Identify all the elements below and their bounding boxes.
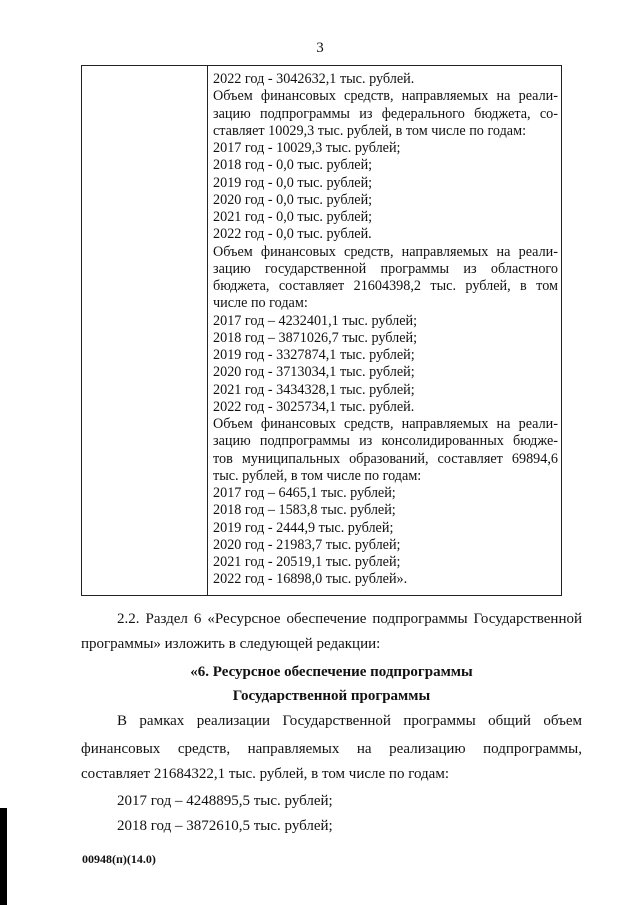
- year-2018-line: 2018 год – 3872610,5 тыс. рублей;: [117, 818, 333, 834]
- section-2-2-line-1: [81, 611, 582, 628]
- table-cell-line: 2021 год - 3434328,1 тыс. рублей;: [213, 381, 415, 398]
- table-cell-line: зацию подпрограммы из консолидированных бюдже-: [213, 433, 558, 450]
- paragraph-line-2: финансовых средств, направляемых на реализацию подпрограммы,: [81, 741, 582, 757]
- table-cell-line: 2020 год - 21983,7 тыс. рублей;: [213, 536, 401, 553]
- year-2017-line: 2017 год – 4248895,5 тыс. рублей;: [117, 793, 333, 809]
- paragraph-line-1: В рамках реализации Государственной программы общий объем: [117, 713, 582, 729]
- table-cell-line: 2017 год - 10029,3 тыс. рублей;: [213, 140, 401, 156]
- table-cell-line: ставляет 10029,3 тыс. рублей, в том числе по годам:: [213, 122, 527, 139]
- document-code: 00948(п)(14.0): [82, 852, 156, 866]
- table-cell-line: 2019 год - 0,0 тыс. рублей;: [213, 174, 373, 191]
- table-cell-line: Объем финансовых средств, направляемых на реали-: [213, 416, 558, 432]
- table-cell-line: 2022 год - 3042632,1 тыс. рублей.: [213, 71, 415, 87]
- table-cell-line: зацию подпрограммы из федерального бюджета, со-: [213, 105, 558, 122]
- table-cell-line: 2022 год - 16898,0 тыс. рублей».: [213, 571, 408, 588]
- table-cell-line: тов муниципальных образований, составляет 69894,6: [213, 450, 558, 467]
- paragraph-line-3: составляет 21684322,1 тыс. рублей, в том числе по годам:: [81, 766, 449, 782]
- table-cell-line: 2018 год – 1583,8 тыс. рублей;: [213, 502, 396, 519]
- table-cell-line: бюджета, составляет 21604398,2 тыс. рублей, в том: [213, 278, 558, 294]
- table-cell-line: тыс. рублей, в том числе по годам:: [213, 467, 422, 484]
- table-cell-line: 2021 год - 0,0 тыс. рублей;: [213, 209, 373, 225]
- section-2-2-line-2: программы» изложить в следующей редакции:: [81, 636, 381, 652]
- table-cell-line: 2017 год – 6465,1 тыс. рублей;: [213, 485, 396, 501]
- table-cell-line: 2020 год - 3713034,1 тыс. рублей;: [213, 364, 415, 381]
- table-cell-line: Объем финансовых средств, направляемых на реали-: [213, 243, 558, 260]
- section-heading-line-2: Государственной программы: [232, 688, 431, 704]
- table-cell-line: Объем финансовых средств, направляемых на реали-: [213, 88, 558, 105]
- table-cell-line: 2018 год – 3871026,7 тыс. рублей;: [213, 329, 418, 346]
- table-cell-line: зацию государственной программы из областного: [213, 260, 558, 277]
- table-cell-line: 2017 год – 4232401,1 тыс. рублей;: [213, 312, 418, 329]
- scan-margin-mark: [0, 808, 7, 905]
- table-cell-line: 2021 год - 20519,1 тыс. рублей;: [213, 554, 401, 570]
- document-body: [81, 0, 582, 905]
- table-cell-line: 2022 год - 0,0 тыс. рублей.: [213, 226, 372, 243]
- section-heading-line-1: «6. Ресурсное обеспечение подпрограммы: [190, 664, 473, 680]
- section-2-2-text: 2.2. Раздел 6 «Ресурсное обеспечение подпрограммы Государственной: [117, 611, 582, 627]
- table-cell-line: 2020 год - 0,0 тыс. рублей;: [213, 191, 373, 208]
- page-number: 3: [316, 40, 324, 56]
- table-cell-line: 2022 год - 3025734,1 тыс. рублей.: [213, 398, 415, 415]
- table-cell-line: числе по годам:: [213, 295, 308, 312]
- table-cell-line: 2019 год - 3327874,1 тыс. рублей;: [213, 347, 415, 363]
- table-cell-line: 2019 год - 2444,9 тыс. рублей;: [213, 519, 394, 536]
- table-cell-line: 2018 год - 0,0 тыс. рублей;: [213, 157, 373, 174]
